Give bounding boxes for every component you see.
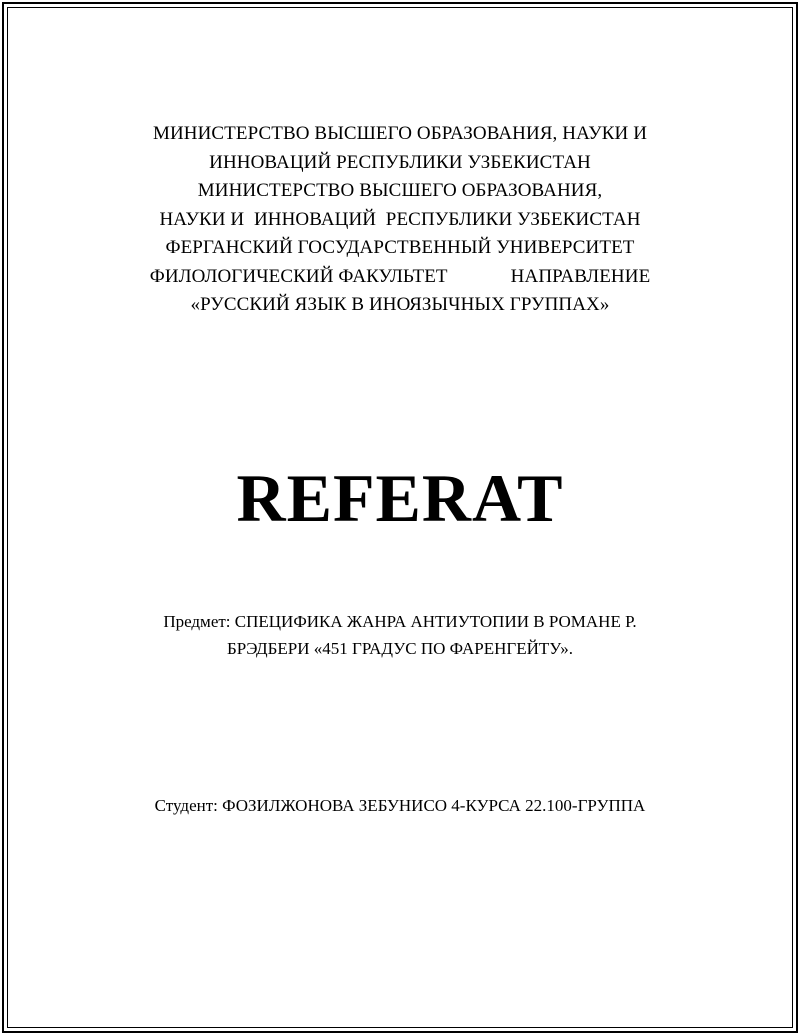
header-line: «РУССКИЙ ЯЗЫК В ИНОЯЗЫЧНЫХ ГРУППАХ» [190, 294, 610, 315]
subject-line: БРЭДБЕРИ «451 ГРАДУС ПО ФАРЕНГЕЙТУ». [227, 639, 573, 658]
header-line: МИНИСТЕРСТВО ВЫСШЕГО ОБРАЗОВАНИЯ, НАУКИ И [152, 123, 648, 144]
header-line: НАУКИ И ИННОВАЦИЙ РЕСПУБЛИКИ УЗБЕКИСТАН [159, 208, 641, 230]
header-line: МИНИСТЕРСТВО ВЫСШЕГО ОБРАЗОВАНИЯ, [197, 180, 603, 201]
document-title: REFERAT [236, 460, 564, 536]
subject-line: Предмет: СПЕЦИФИКА ЖАНРА АНТИУТОПИИ В РОМАНЕ Р. [163, 612, 637, 631]
header-line: ИННОВАЦИЙ РЕСПУБЛИКИ УЗБЕКИСТАН [209, 151, 591, 173]
header-line: ФИЛОЛОГИЧЕСКИЙ ФАКУЛЬТЕТ НАПРАВЛЕНИЕ [149, 265, 651, 287]
header-line: ФЕРГАНСКИЙ ГОСУДАРСТВЕННЫЙ УНИВЕРСИТЕТ [165, 237, 635, 258]
subject-block [0, 608, 800, 662]
student-info: Студент: ФОЗИЛЖОНОВА ЗЕБУНИСО 4-КУРСА 22.100-ГРУППА [154, 796, 646, 815]
institution-header [0, 120, 800, 320]
